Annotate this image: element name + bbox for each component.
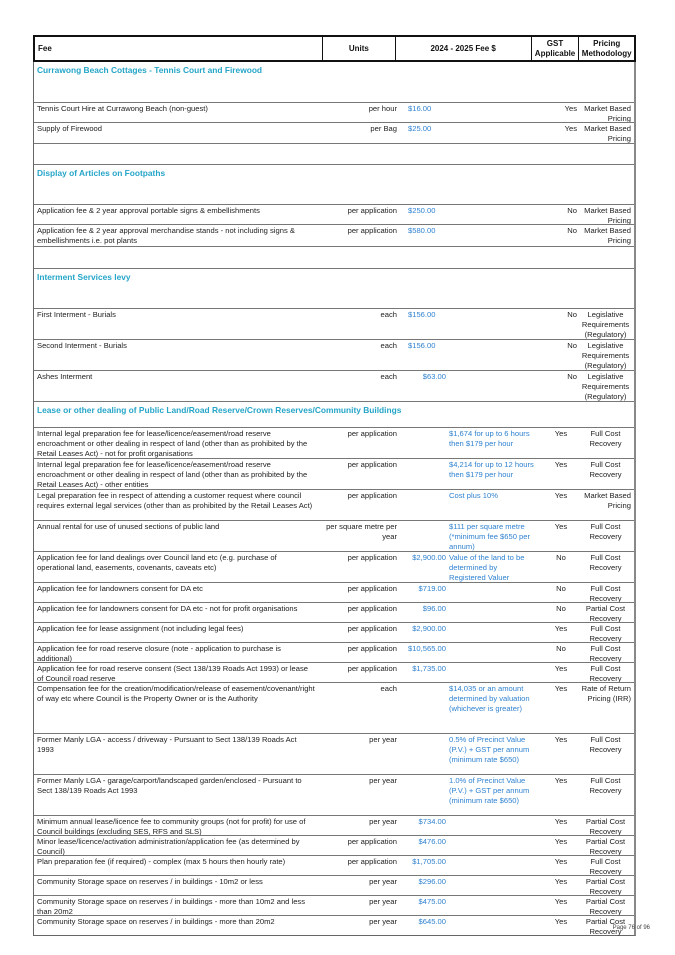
fee-cell: Application fee & 2 year approval merchandise stands - not including signs & embellishments i.e. pot plants <box>37 226 295 246</box>
units-cell: each <box>380 372 397 381</box>
units-cell: per Bag <box>370 124 397 133</box>
table-row <box>34 520 634 551</box>
amount-cell <box>399 459 446 489</box>
gst-cell: Yes <box>554 837 568 846</box>
pricing-cell: Market Based Pricing <box>584 206 631 226</box>
units-cell: per application <box>347 491 397 500</box>
amount-text-cell <box>446 623 534 642</box>
pricing-cell: Full Cost Recovery <box>589 553 622 573</box>
fee-cell: Application fee for lease assignment (not including legal fees) <box>37 624 244 633</box>
amount-cell: $250.00 <box>408 206 436 215</box>
fee-cell: Application fee for road reserve consent (Sect 138/139 Roads Act 1993) or lease of Council road reserve <box>37 664 309 684</box>
amount-text-cell <box>446 663 534 682</box>
fee-cell: Former Manly LGA - access / driveway - Pursuant to Sect 138/139 Roads Act 1993 <box>37 735 297 755</box>
table-row <box>34 682 634 733</box>
gst-cell: Yes <box>554 897 568 906</box>
table-row <box>34 339 634 370</box>
amount-cell: $719.00 <box>418 584 446 593</box>
table-row <box>34 622 634 642</box>
pricing-cell: Partial Cost Recovery <box>585 604 626 624</box>
section-heading: Display of Articles on Footpaths <box>34 164 634 204</box>
amount-text-cell: Value of the land to be determined by Registered Valuer <box>449 553 525 583</box>
units-cell: per application <box>347 857 397 866</box>
gst-cell: Yes <box>564 104 577 113</box>
pricing-cell: Legislative Requirements (Regulatory) <box>581 372 630 402</box>
units-cell: per application <box>347 460 397 469</box>
table-row <box>34 224 634 246</box>
amount-text-cell <box>446 103 534 122</box>
fee-cell: Internal legal preparation fee for lease/licence/easement/road reserve encroachment or other dealing in respect of land (other than as prohibited by the Retail Leases Act) - not for profit organisations <box>37 429 308 459</box>
table-row <box>34 855 634 875</box>
header-units: Units <box>322 37 395 60</box>
page-number: Page 76 of 96 <box>612 925 650 931</box>
amount-cell <box>399 521 446 551</box>
units-cell: per year <box>369 776 397 785</box>
table-row <box>34 489 634 520</box>
header-gst: GST Applicable <box>531 37 579 60</box>
fee-cell: Plan preparation fee (if required) - complex (max 5 hours then hourly rate) <box>37 857 286 866</box>
pricing-cell: Partial Cost Recovery <box>585 817 626 837</box>
units-cell: each <box>380 341 397 350</box>
pricing-cell: Rate of Return Pricing (IRR) <box>581 684 631 704</box>
amount-text-cell <box>446 123 534 143</box>
amount-text-cell <box>446 916 534 935</box>
section-heading: Currawong Beach Cottages - Tennis Court and Firewood <box>37 65 263 75</box>
pricing-cell: Market Based Pricing <box>584 226 631 246</box>
amount-text-cell: 0.5% of Precinct Value (P.V.) + GST per annum (minimum rate $650) <box>449 735 530 765</box>
table-row <box>34 204 634 224</box>
table-row <box>34 733 634 774</box>
table-row <box>34 582 634 602</box>
amount-text-cell <box>446 643 534 662</box>
gst-cell: Yes <box>554 817 568 826</box>
units-cell: per hour <box>368 104 397 113</box>
table-row <box>34 458 634 489</box>
amount-cell: $475.00 <box>418 897 446 906</box>
units-cell: per year <box>369 817 397 826</box>
amount-text-cell <box>446 856 534 875</box>
units-cell: per application <box>347 553 397 562</box>
amount-text-cell <box>446 876 534 895</box>
amount-text-cell <box>446 371 534 401</box>
fee-cell: Community Storage space on reserves / in buildings - more than 20m2 <box>37 917 275 926</box>
amount-text-cell <box>446 896 534 915</box>
table-row <box>34 915 634 935</box>
table-header <box>33 35 636 62</box>
pricing-cell: Full Cost Recovery <box>589 624 622 644</box>
pricing-cell: Market Based Pricing <box>584 491 631 511</box>
fee-cell: Application fee & 2 year approval portable signs & embellishments <box>37 206 260 215</box>
fee-cell: Internal legal preparation fee for lease/licence/easement/road reserve encroachment or other dealing in respect of land (other than as prohibited by the Retail Leases Act) - other entities <box>37 460 308 490</box>
pricing-cell: Full Cost Recovery <box>589 776 622 796</box>
fees-table <box>33 35 636 936</box>
amount-cell <box>399 490 446 520</box>
fee-cell: Application fee for land dealings over Council land etc (e.g. purchase of operational land, easements, covenants, caveats etc) <box>37 553 277 573</box>
units-cell: per application <box>347 429 397 438</box>
amount-text-cell: 1.0% of Precinct Value (P.V.) + GST per annum (minimum rate $650) <box>449 776 530 806</box>
units-cell: per year <box>369 735 397 744</box>
table-row <box>34 815 634 835</box>
gst-cell: Yes <box>554 522 568 531</box>
table-row <box>34 895 634 915</box>
pricing-cell: Full Cost Recovery <box>589 857 622 877</box>
units-cell: per application <box>347 604 397 613</box>
fee-cell: Application fee for landowners consent for DA etc <box>37 584 203 593</box>
units-cell: per application <box>347 837 397 846</box>
amount-text-cell <box>446 816 534 835</box>
table-body <box>33 62 636 936</box>
pricing-cell: Partial Cost Recovery <box>585 917 626 937</box>
amount-text-cell: $14,035 or an amount determined by valuation (whichever is greater) <box>449 684 530 714</box>
gst-cell: Yes <box>554 624 568 633</box>
amount-text-cell: Cost plus 10% <box>449 491 498 500</box>
gst-cell: Yes <box>564 124 577 133</box>
gst-cell: Yes <box>554 735 568 744</box>
gst-cell: No <box>556 553 566 562</box>
table-row <box>34 427 634 458</box>
units-cell: each <box>380 310 397 319</box>
fee-cell: Supply of Firewood <box>37 124 103 133</box>
amount-text-cell <box>446 340 534 370</box>
pricing-cell: Market Based Pricing <box>584 124 631 144</box>
gst-cell: Yes <box>554 460 568 469</box>
amount-text-cell <box>446 205 534 224</box>
gst-cell: No <box>556 604 566 613</box>
pricing-cell: Full Cost Recovery <box>589 735 622 755</box>
units-cell: per application <box>347 226 397 235</box>
amount-cell: $63.00 <box>422 372 446 381</box>
pricing-cell: Full Cost Recovery <box>589 584 622 604</box>
amount-cell <box>399 775 446 815</box>
units-cell: per year <box>369 877 397 886</box>
amount-cell: $1,735.00 <box>412 664 446 673</box>
fee-cell: Minimum annual lease/licence fee to community groups (not for profit) for use of Council buildings (excluding SES, RFS and SLS) <box>37 817 306 837</box>
amount-text-cell: $4,214 for up to 12 hours then $179 per hour <box>449 460 534 480</box>
header-fee: Fee <box>38 43 52 53</box>
table-row <box>34 370 634 401</box>
fee-cell: Annual rental for use of unused sections of public land <box>37 522 220 531</box>
amount-cell: $1,705.00 <box>412 857 446 866</box>
units-cell: per application <box>347 644 397 653</box>
gst-cell: Yes <box>554 429 568 438</box>
table-row <box>34 308 634 339</box>
pricing-cell: Full Cost Recovery <box>589 522 622 542</box>
amount-text-cell <box>446 225 534 246</box>
units-cell: each <box>380 684 397 693</box>
table-row <box>34 102 634 122</box>
amount-text-cell <box>446 583 534 602</box>
amount-cell: $476.00 <box>418 837 446 846</box>
pricing-cell: Partial Cost Recovery <box>585 877 626 897</box>
gst-cell: No <box>556 584 566 593</box>
table-row <box>34 122 634 143</box>
pricing-cell: Full Cost Recovery <box>589 664 622 684</box>
amount-cell: $2,900.00 <box>412 624 446 633</box>
fee-cell: Second Interment - Burials <box>37 341 127 350</box>
fee-cell: Application fee for landowners consent for DA etc - not for profit organisations <box>37 604 298 613</box>
gst-cell: Yes <box>554 664 568 673</box>
pricing-cell: Full Cost Recovery <box>589 460 622 480</box>
table-row <box>34 602 634 622</box>
pricing-cell: Legislative Requirements (Regulatory) <box>581 341 630 371</box>
fee-cell: Minor lease/licence/activation administration/application fee (as determined by Council) <box>37 837 300 857</box>
gst-cell: Yes <box>554 684 568 693</box>
fee-cell: First Interment - Burials <box>37 310 116 319</box>
amount-cell: $645.00 <box>418 917 446 926</box>
table-row <box>34 875 634 895</box>
fee-cell: Application fee for road reserve closure (note - application to purchase is additional) <box>37 644 281 664</box>
header-pricing: Pricing Methodology <box>578 37 634 60</box>
gst-cell: Yes <box>554 491 568 500</box>
fee-cell: Former Manly LGA - garage/carport/landscaped garden/enclosed - Pursuant to Sect 138/139 Roads Act 1993 <box>37 776 302 796</box>
amount-cell: $156.00 <box>408 341 436 350</box>
units-cell: per application <box>347 584 397 593</box>
amount-cell: $2,900.00 <box>412 553 446 562</box>
gst-cell: No <box>567 226 577 235</box>
pricing-cell: Market Based Pricing <box>584 104 631 124</box>
amount-text-cell <box>446 309 534 339</box>
amount-text-cell <box>446 603 534 622</box>
gst-cell: Yes <box>554 877 568 886</box>
gst-cell: Yes <box>554 857 568 866</box>
amount-cell: $96.00 <box>422 604 446 613</box>
gst-cell: Yes <box>554 776 568 785</box>
table-row <box>34 642 634 662</box>
fee-cell: Legal preparation fee in respect of attending a customer request where council requires external legal services (other than as prohibited by the Retail Leases Act) <box>37 491 313 511</box>
amount-cell: $156.00 <box>408 310 436 319</box>
amount-cell: $580.00 <box>408 226 436 235</box>
section-heading: Lease or other dealing of Public Land/Road Reserve/Crown Reserves/Community Buildings <box>34 401 634 427</box>
amount-cell: $296.00 <box>418 877 446 886</box>
units-cell: per application <box>347 206 397 215</box>
units-cell: per year <box>369 897 397 906</box>
gst-cell: No <box>567 341 577 350</box>
units-cell: per application <box>347 664 397 673</box>
section-heading: Interment Services levy <box>34 268 634 308</box>
pricing-cell: Partial Cost Recovery <box>585 897 626 917</box>
gst-cell: No <box>567 372 577 381</box>
pricing-cell: Legislative Requirements (Regulatory) <box>581 310 630 340</box>
amount-cell: $734.00 <box>418 817 446 826</box>
spacer-row <box>34 246 634 268</box>
amount-cell <box>399 683 446 733</box>
fee-cell: Tennis Court Hire at Currawong Beach (non-guest) <box>37 104 208 113</box>
gst-cell: No <box>567 206 577 215</box>
amount-cell <box>399 734 446 774</box>
table-row <box>34 774 634 815</box>
amount-cell: $10,565.00 <box>407 644 446 653</box>
units-cell: per square metre per year <box>326 522 397 542</box>
gst-cell: No <box>556 644 566 653</box>
table-row <box>34 551 634 582</box>
gst-cell: No <box>567 310 577 319</box>
gst-cell: Yes <box>554 917 568 926</box>
fee-cell: Community Storage space on reserves / in buildings - 10m2 or less <box>37 877 263 886</box>
amount-text-cell <box>446 836 534 855</box>
amount-cell: $25.00 <box>408 124 432 133</box>
amount-text-cell: $111 per square metre (*minimum fee $650 per annum) <box>449 522 531 552</box>
table-row <box>34 835 634 855</box>
amount-cell: $16.00 <box>408 104 432 113</box>
amount-text-cell: $1,674 for up to 6 hours then $179 per hour <box>449 429 530 449</box>
pricing-cell: Partial Cost Recovery <box>585 837 626 857</box>
units-cell: per year <box>369 917 397 926</box>
fee-cell: Ashes Interment <box>37 372 93 381</box>
amount-cell <box>399 428 446 458</box>
header-fee-year: 2024 - 2025 Fee $ <box>395 37 531 60</box>
pricing-cell: Full Cost Recovery <box>589 429 622 449</box>
fee-cell: Community Storage space on reserves / in buildings - more than 10m2 and less than 20m2 <box>37 897 306 917</box>
spacer-row <box>34 143 634 164</box>
units-cell: per application <box>347 624 397 633</box>
fee-cell: Compensation fee for the creation/modification/release of easement/covenant/right of way etc where Council is the Property Owner or is the Authority <box>37 684 315 704</box>
table-row <box>34 662 634 682</box>
pricing-cell: Full Cost Recovery <box>589 644 622 664</box>
